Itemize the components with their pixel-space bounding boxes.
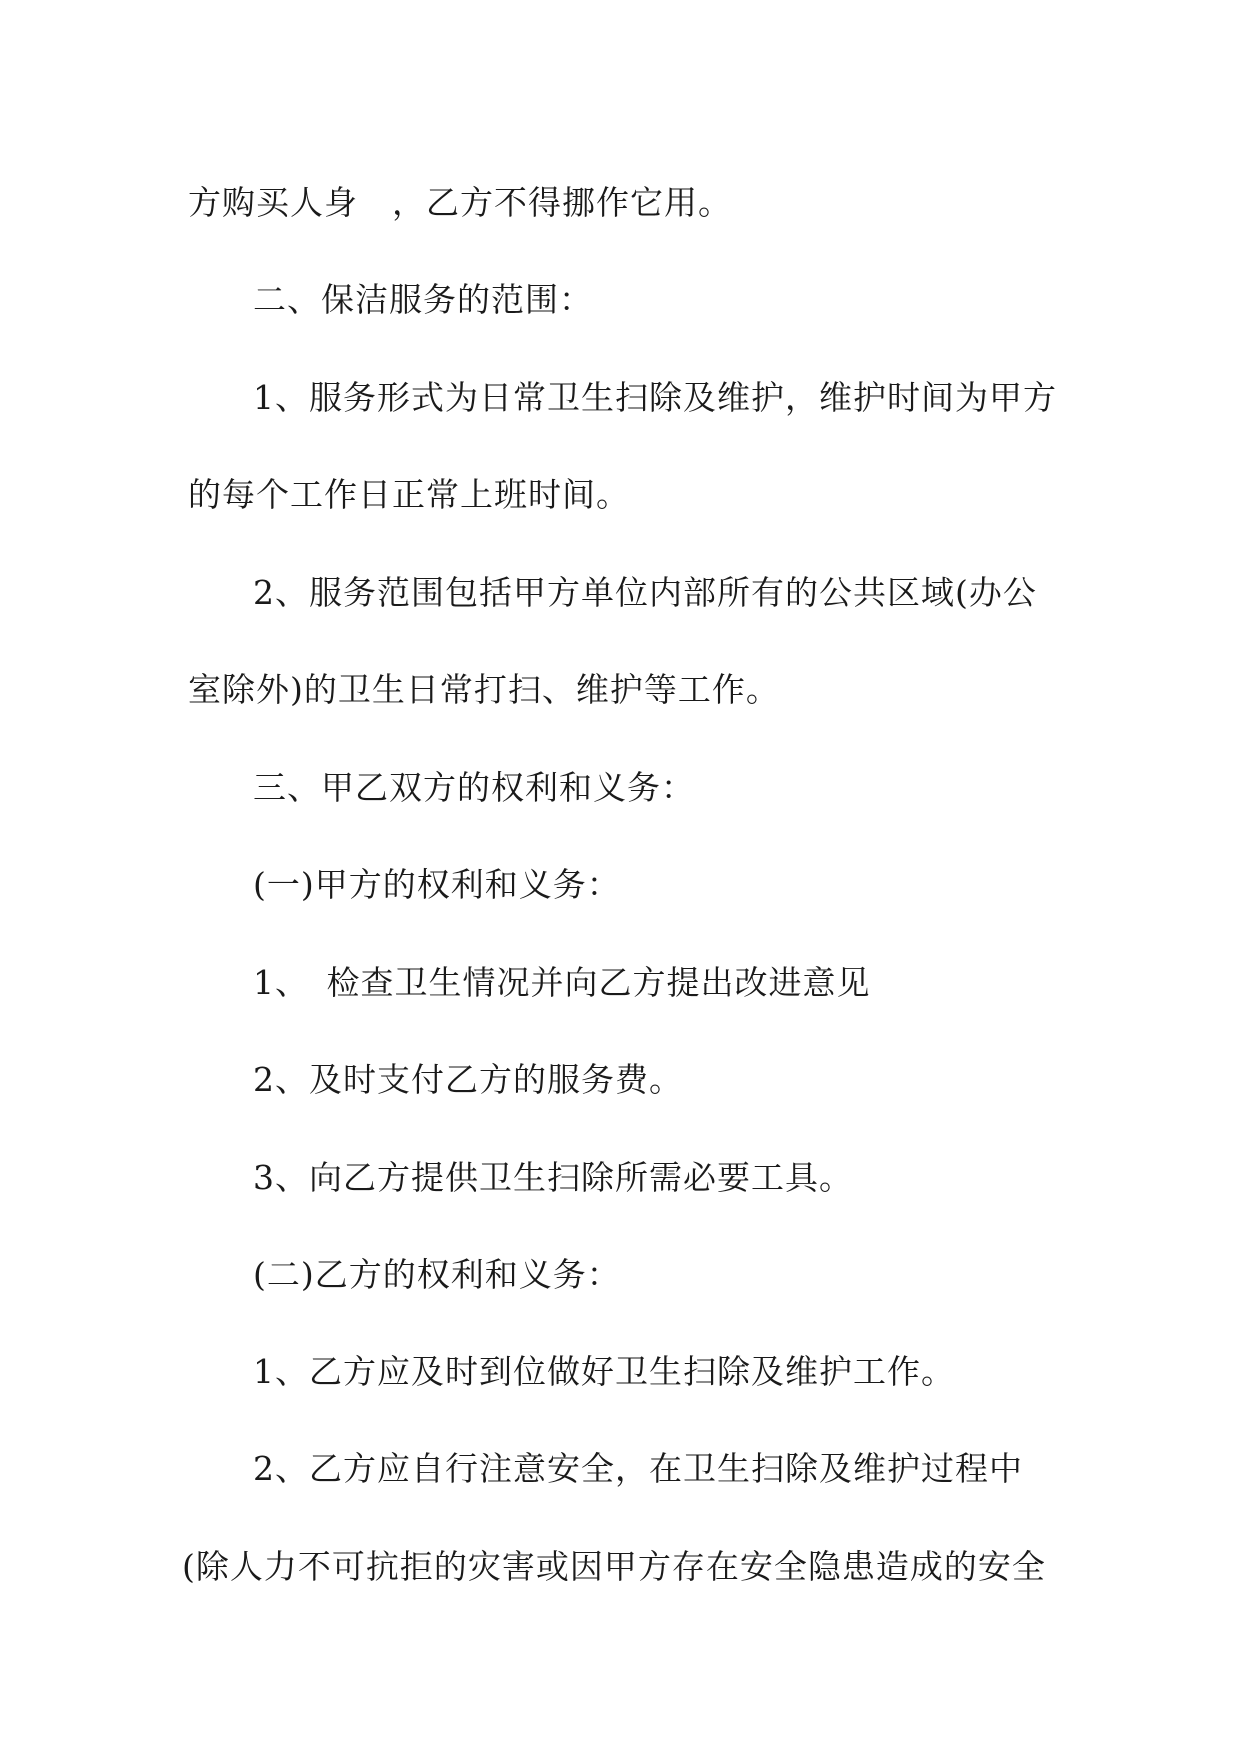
section-heading: 三、甲乙双方的权利和义务： bbox=[253, 768, 695, 807]
subsection-heading: (一)甲方的权利和义务： bbox=[253, 865, 621, 904]
text-line: 2、乙方应自行注意安全，在卫生扫除及维护过程中 bbox=[253, 1449, 1023, 1488]
text-line: (除人力不可抗拒的灾害或因甲方存在安全隐患造成的安全 bbox=[182, 1547, 1046, 1586]
section-heading: 二、保洁服务的范围： bbox=[253, 280, 593, 319]
text-line: 2、服务范围包括甲方单位内部所有的公共区域(办公 bbox=[253, 573, 1037, 612]
text-line: 方购买人身 ，乙方不得挪作它用。 bbox=[188, 183, 732, 222]
text-line: 2、及时支付乙方的服务费。 bbox=[253, 1060, 683, 1099]
text-line: 室除外)的卫生日常打扫、维护等工作。 bbox=[188, 670, 780, 709]
text-line: 1、服务形式为日常卫生扫除及维护，维护时间为甲方 bbox=[253, 378, 1057, 417]
text-line: 1、 检查卫生情况并向乙方提出改进意见 bbox=[253, 963, 871, 1002]
subsection-heading: (二)乙方的权利和义务： bbox=[253, 1255, 621, 1294]
text-line: 1、乙方应及时到位做好卫生扫除及维护工作。 bbox=[253, 1352, 955, 1391]
text-line: 3、向乙方提供卫生扫除所需必要工具。 bbox=[253, 1158, 853, 1197]
text-line: 的每个工作日正常上班时间。 bbox=[188, 475, 630, 514]
